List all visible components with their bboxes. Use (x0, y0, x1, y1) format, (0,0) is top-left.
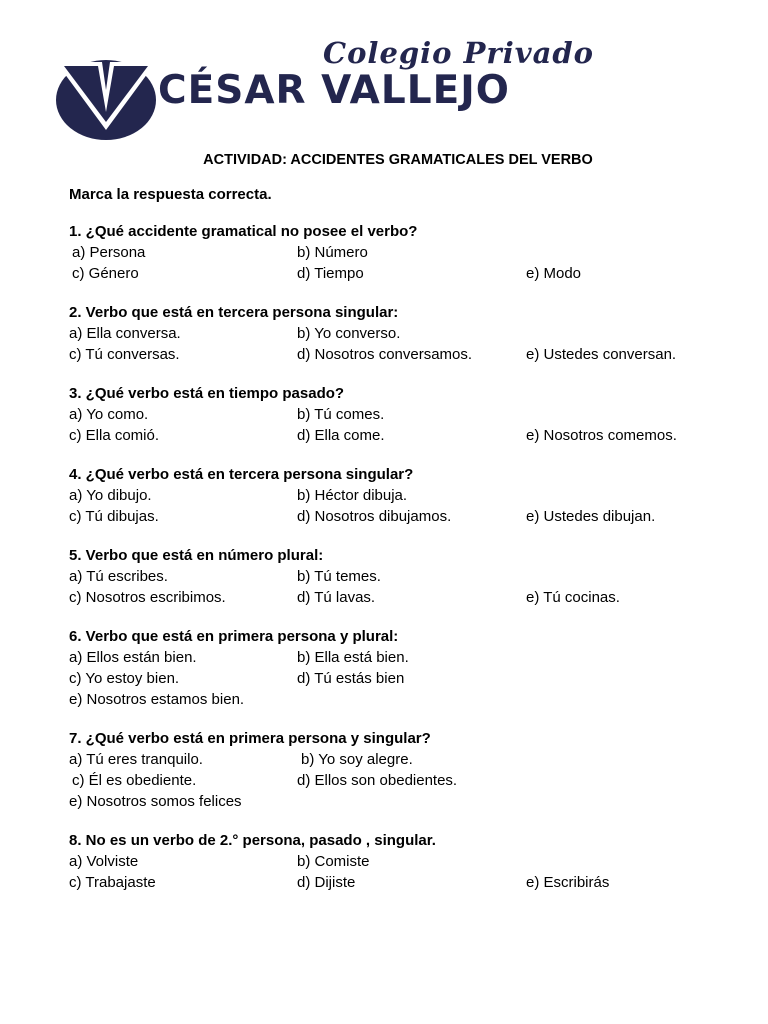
option-c: c) Nosotros escribimos. (69, 589, 226, 606)
option-d: d) Dijiste (297, 874, 356, 891)
option-b: b) Número (297, 244, 368, 261)
option-c: c) Trabajaste (69, 874, 156, 891)
option-d: d) Ella come. (297, 427, 385, 444)
option-b: b) Tú temes. (297, 568, 381, 585)
option-d: d) Tú estás bien (297, 670, 405, 687)
worksheet (69, 152, 719, 911)
option-e: e) Nosotros somos felices (69, 793, 242, 810)
option-c: c) Tú conversas. (69, 346, 180, 363)
option-a: a) Tú escribes. (69, 568, 168, 585)
question-2 (69, 302, 719, 365)
option-e: e) Escribirás (526, 874, 610, 891)
question-text: 8. No es un verbo de 2.° persona, pasado , singular. (69, 832, 436, 849)
option-a: a) Volviste (69, 853, 139, 870)
option-e: e) Nosotros comemos. (526, 427, 677, 444)
option-b: b) Yo soy alegre. (301, 751, 413, 768)
option-a: a) Ellos están bien. (69, 649, 197, 666)
option-c: c) Tú dibujas. (69, 508, 159, 525)
option-b: b) Yo converso. (297, 325, 401, 342)
option-b: b) Tú comes. (297, 406, 385, 423)
option-d: d) Nosotros dibujamos. (297, 508, 452, 525)
question-text: 3. ¿Qué verbo está en tiempo pasado? (69, 385, 345, 402)
option-a: a) Yo dibujo. (69, 487, 152, 504)
question-4 (69, 464, 719, 527)
question-7 (69, 728, 719, 812)
question-8 (69, 830, 719, 893)
option-b: b) Ella está bien. (297, 649, 409, 666)
option-a: a) Ella conversa. (69, 325, 181, 342)
school-header (40, 30, 720, 125)
option-e: e) Modo (526, 265, 582, 282)
option-d: d) Ellos son obedientes. (297, 772, 458, 789)
school-logo (44, 50, 164, 145)
question-6 (69, 626, 719, 710)
option-c: c) Él es obediente. (72, 772, 197, 789)
option-e: e) Tú cocinas. (526, 589, 620, 606)
school-name: CÉSAR VALLEJO (158, 68, 510, 113)
question-text: 1. ¿Qué accidente gramatical no posee el verbo? (69, 223, 418, 240)
option-e: e) Ustedes conversan. (526, 346, 677, 363)
option-e: e) Nosotros estamos bien. (69, 691, 245, 708)
option-b: b) Comiste (297, 853, 370, 870)
option-c: c) Ella comió. (69, 427, 160, 444)
question-text: 5. Verbo que está en número plural: (69, 547, 324, 564)
question-text: 7. ¿Qué verbo está en primera persona y singular? (69, 730, 431, 747)
question-1 (69, 221, 719, 284)
option-a: a) Yo como. (69, 406, 149, 423)
option-d: d) Tiempo (297, 265, 364, 282)
option-a: a) Tú eres tranquilo. (69, 751, 203, 768)
worksheet-title: ACTIVIDAD: ACCIDENTES GRAMATICALES DEL VERBO (203, 152, 593, 168)
question-text: 2. Verbo que está en tercera persona singular: (69, 304, 399, 321)
option-c: c) Género (72, 265, 139, 282)
instruction: Marca la respuesta correcta. (69, 186, 272, 203)
question-text: 6. Verbo que está en primera persona y plural: (69, 628, 399, 645)
option-d: d) Tú lavas. (297, 589, 376, 606)
school-subtitle: Colegio Privado (323, 36, 594, 70)
option-b: b) Héctor dibuja. (297, 487, 408, 504)
option-e: e) Ustedes dibujan. (526, 508, 656, 525)
option-c: c) Yo estoy bien. (69, 670, 180, 687)
question-text: 4. ¿Qué verbo está en tercera persona singular? (69, 466, 414, 483)
option-a: a) Persona (72, 244, 146, 261)
question-3 (69, 383, 719, 446)
option-d: d) Nosotros conversamos. (297, 346, 473, 363)
question-5 (69, 545, 719, 608)
